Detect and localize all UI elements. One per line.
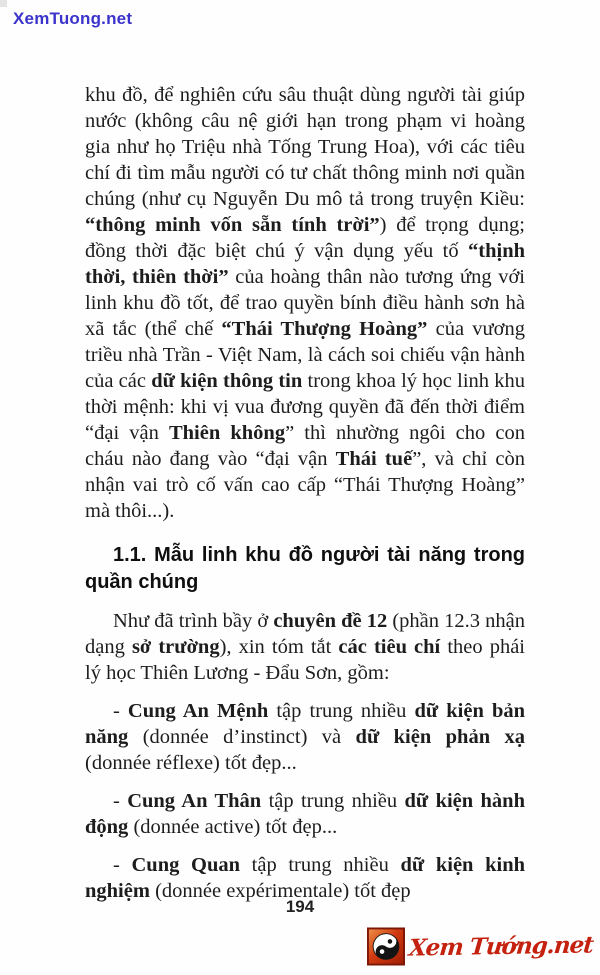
page-number: 194	[285, 897, 315, 916]
paragraph: - Cung An Mệnh tập trung nhiều dữ kiện bản năng (donnée d’instinct) và dữ kiện phản xạ (donnée réflexe) tốt đẹp...	[85, 700, 526, 774]
yinyang-icon	[367, 926, 405, 967]
scan-edge-artifact	[0, 0, 7, 7]
paragraph: - Cung Quan tập trung nhiều dữ kiện kinh nghiệm (donnée expérimentale) tốt đẹp	[85, 854, 525, 902]
paragraph: khu đồ, để nghiên cứu sâu thuật dùng người tài giúp nước (không câu nệ giới hạn trong phạm vi hoàng gia như họ Triệu nhà Tống Trung Hoa), với các tiêu chí đi tìm mẫu người có tư chất thông minh nơi quần chúng (như cụ Nguyễn Du mô tả trong truyện Kiều: “thông minh vốn sẵn tính trời”) để trọng dụng; đồng thời đặc biệt chú ý vận dụng yếu tố “thịnh thời, thiên thời” của hoàng thân nào tương ứng với linh khu đồ tốt, để trao quyền bính điều hành sơn hà xã tắc (thể chế “Thái Thượng Hoàng” của vương triều nhà Trần - Việt Nam, là cách soi chiếu vận hành của các dữ kiện thông tin trong khoa lý học linh khu thời mệnh: khi vị vua đương quyền đã đến thời điểm “đại vận Thiên không” thì nhường ngôi cho con cháu nào đang vào “đại vận Thái tuế”, và chỉ còn nhận vai trò cố vấn cao cấp “Thái Thượng Hoàng” mà thôi...).	[85, 84, 526, 522]
paragraph: - Cung An Thân tập trung nhiều dữ kiện hành động (donnée active) tốt đẹp...	[85, 790, 525, 838]
section-heading: 1.1. Mẫu linh khu đồ người tài năng trong quần chúng	[85, 544, 525, 593]
watermark-site-link[interactable]: XemTuong.net	[13, 9, 133, 28]
body-text	[85, 82, 525, 916]
site-logo[interactable]	[367, 926, 593, 967]
logo-text: Xem Tướng.net	[407, 931, 595, 962]
paragraph: Như đã trình bầy ở chuyên đề 12 (phần 12.3 nhận dạng sở trường), xin tóm tắt các tiêu chí theo phái lý học Thiên Lương - Đẩu Sơn, gồm:	[85, 610, 525, 684]
